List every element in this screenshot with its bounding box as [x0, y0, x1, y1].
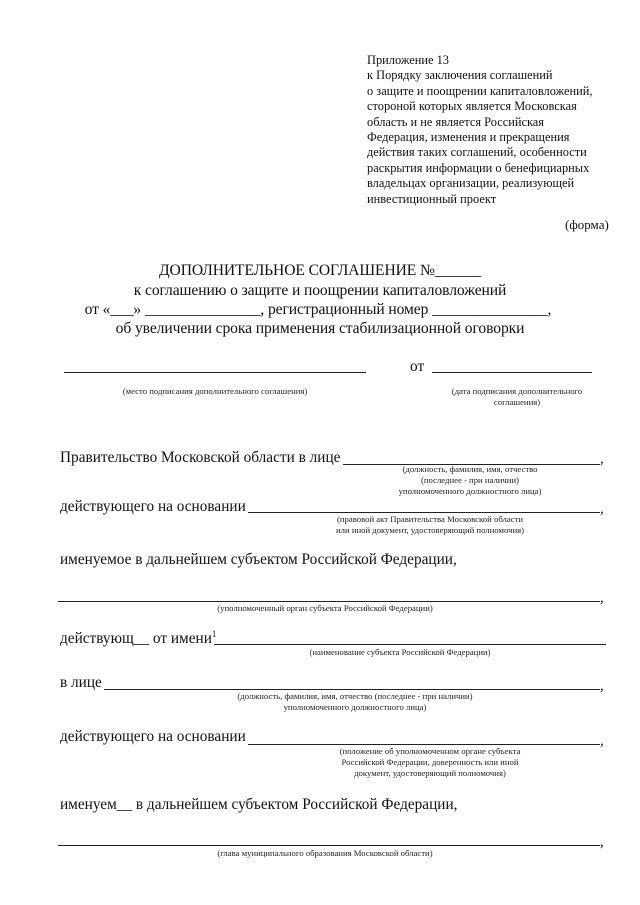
comma: ,: [600, 590, 604, 606]
authority-field[interactable]: [58, 601, 600, 602]
comma: ,: [600, 834, 604, 850]
appendix-line: раскрытия информации о бенефициарных: [367, 160, 590, 175]
named-subject-text: именуемое в дальнейшем субъектом Российской Федерации,: [60, 551, 457, 568]
subject-name-field[interactable]: [214, 644, 606, 645]
basis-field[interactable]: [248, 512, 600, 513]
government-text: Правительство Московской области в лице: [60, 449, 341, 466]
authority-basis-caption-line: (положение об уполномоченном органе субъекта: [339, 746, 521, 756]
basis-caption-line: или иной документ, удостоверяющий полномочия): [336, 525, 524, 535]
document-title: ДОПОЛНИТЕЛЬНОЕ СОГЛАШЕНИЕ №______: [159, 262, 481, 279]
official-caption-line: уполномоченного должностного лица): [398, 486, 542, 496]
appendix-line: действия таких соглашений, особенности: [367, 145, 587, 160]
authority-basis-caption-line: документ, удостоверяющий полномочия): [354, 768, 506, 778]
authority-caption: (уполномоченный орган субъекта Российской Федерации): [217, 603, 433, 613]
appendix-header: [367, 53, 617, 207]
person-caption-line: уполномоченного должностного лица): [283, 702, 427, 712]
subject-caption: (наименование субъекта Российской Федерации): [309, 647, 491, 657]
date-caption-line: соглашения): [493, 397, 541, 407]
person-caption-line: (должность, фамилия, имя, отчество (последнее - при наличии): [237, 691, 473, 701]
comma: ,: [600, 451, 604, 467]
represented-by-text: в лице: [60, 674, 102, 691]
appendix-line: область и не является Российская: [367, 114, 545, 129]
comma: ,: [600, 501, 604, 517]
official-caption-line: (должность, фамилия, имя, отчество: [402, 464, 538, 474]
comma: ,: [600, 733, 604, 749]
appendix-line: владельцах организации, реализующей: [367, 176, 575, 191]
title-subline: к соглашению о защите и поощрении капиталовложений: [133, 282, 507, 299]
appendix-line: Приложение 13: [367, 53, 449, 67]
title-date-number-line: от «___» _______________, регистрационный номер _______________,: [84, 301, 552, 318]
date-caption-line: (дата подписания дополнительного: [451, 386, 583, 396]
place-caption: (место подписания дополнительного соглашения): [122, 386, 308, 396]
acting-basis-text: действующего на основании: [60, 498, 246, 515]
date-from-label: от: [410, 358, 425, 375]
date-field[interactable]: [432, 372, 592, 373]
appendix-line: стороной которых является Московская: [367, 99, 577, 114]
acting-on-behalf-label: действующ__ от имени: [60, 630, 212, 648]
basis-caption-line: (правовой акт Правительства Московской области: [336, 514, 524, 524]
comma: ,: [600, 678, 604, 694]
form-label: (форма): [565, 217, 609, 232]
place-field[interactable]: [64, 372, 366, 373]
authority-basis-caption-line: Российской Федерации, доверенность или иной: [341, 757, 519, 767]
acting-basis-text: действующего на основании: [60, 728, 246, 745]
title-subject-line: об увеличении срока применения стабилизационной оговорки: [115, 320, 525, 337]
acting-on-behalf-text: [60, 629, 216, 648]
official-caption-line: (последнее - при наличии): [421, 475, 519, 485]
authority-basis-field[interactable]: [248, 744, 600, 745]
appendix-line: о защите и поощрении капиталовложений,: [367, 83, 593, 98]
appendix-line: инвестиционный проект: [367, 191, 497, 206]
appendix-line: Федерация, изменения и прекращения: [367, 130, 570, 145]
person-field[interactable]: [104, 689, 600, 690]
head-field[interactable]: [58, 845, 600, 846]
named-subject-text: именуем__ в дальнейшем субъектом Российской Федерации,: [60, 796, 458, 813]
footnote-mark: 1: [211, 629, 217, 639]
appendix-line: к Порядку заключения соглашений: [367, 68, 553, 83]
head-caption: (глава муниципального образования Московской области): [217, 848, 433, 858]
